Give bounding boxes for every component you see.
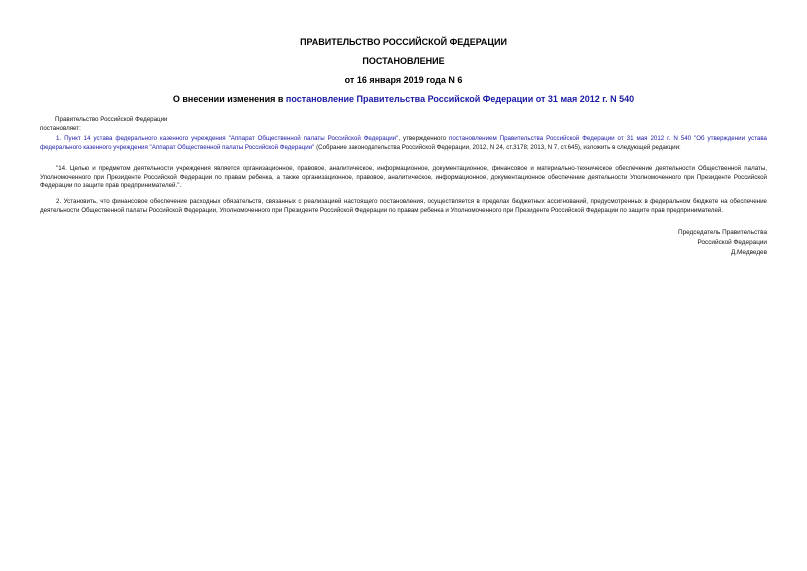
- intro-line-1: Правительство Российской Федерации: [55, 116, 168, 123]
- document-date-number: от 16 января 2019 года N 6: [344, 75, 463, 85]
- document-subject: [0, 94, 807, 105]
- document-type: ПОСТАНОВЛЕНИЕ: [362, 56, 445, 66]
- signature-name: Д.Медведев: [730, 249, 767, 256]
- resolution-link[interactable]: постановлением Правительства Российской Федерации от 31 мая 2012 г. N 540 "Об утверждении устава федерального казенного учреждения "Аппарат Общественной палаты Российской Федерации": [40, 135, 767, 151]
- paragraph-1-text-a: , утвержденного: [398, 135, 449, 142]
- paragraph-3: 2. Установить, что финансовое обеспечение расходных обязательств, связанных с реализацией настоящего постановления, осуществляется в пределах бюджетных ассигнований, предусмотренных в федеральном бюджете на обеспечение деятельности Общественной палаты Российской Федерации, Уполномоченного при Президенте Российской Федерации по правам ребенка и Уполномоченного при Президенте Российской Федерации по защите прав предпринимателей.: [40, 198, 767, 214]
- signature-title-1: Председатель Правительства: [678, 229, 767, 236]
- paragraph-1: [40, 135, 767, 152]
- intro-line-2: постановляет:: [40, 125, 81, 132]
- signature-title-2: Российской Федерации: [697, 239, 767, 246]
- paragraph-1-text-b: (Собрание законодательства Российской Федерации, 2012, N 24, ст.3178; 2013, N 7, ст.645), изложить в следующей редакции:: [314, 143, 681, 151]
- paragraph-2: "14. Целью и предметом деятельности учреждения является организационное, правовое, аналитическое, информационное, документационное, финансовое и материально-техническое обеспечение деятельности Общественной палаты, Уполномоченного при Президенте Российской Федерации по правам ребенка, а также организационное, правовое, аналитическое, информационное, документационное обеспечение деятельности Уполномоченного при Президенте Российской Федерации по защите прав предпринимателей.".: [40, 165, 767, 190]
- government-title: ПРАВИТЕЛЬСТВО РОССИЙСКОЙ ФЕДЕРАЦИИ: [300, 37, 507, 47]
- charter-clause-link[interactable]: 1. Пункт 14 устава федерального казенного учреждения "Аппарат Общественной палаты Российской Федерации": [56, 135, 399, 142]
- subject-link[interactable]: постановление Правительства Российской Федерации от 31 мая 2012 г. N 540: [285, 94, 635, 104]
- subject-prefix: О внесении изменения в: [172, 94, 286, 104]
